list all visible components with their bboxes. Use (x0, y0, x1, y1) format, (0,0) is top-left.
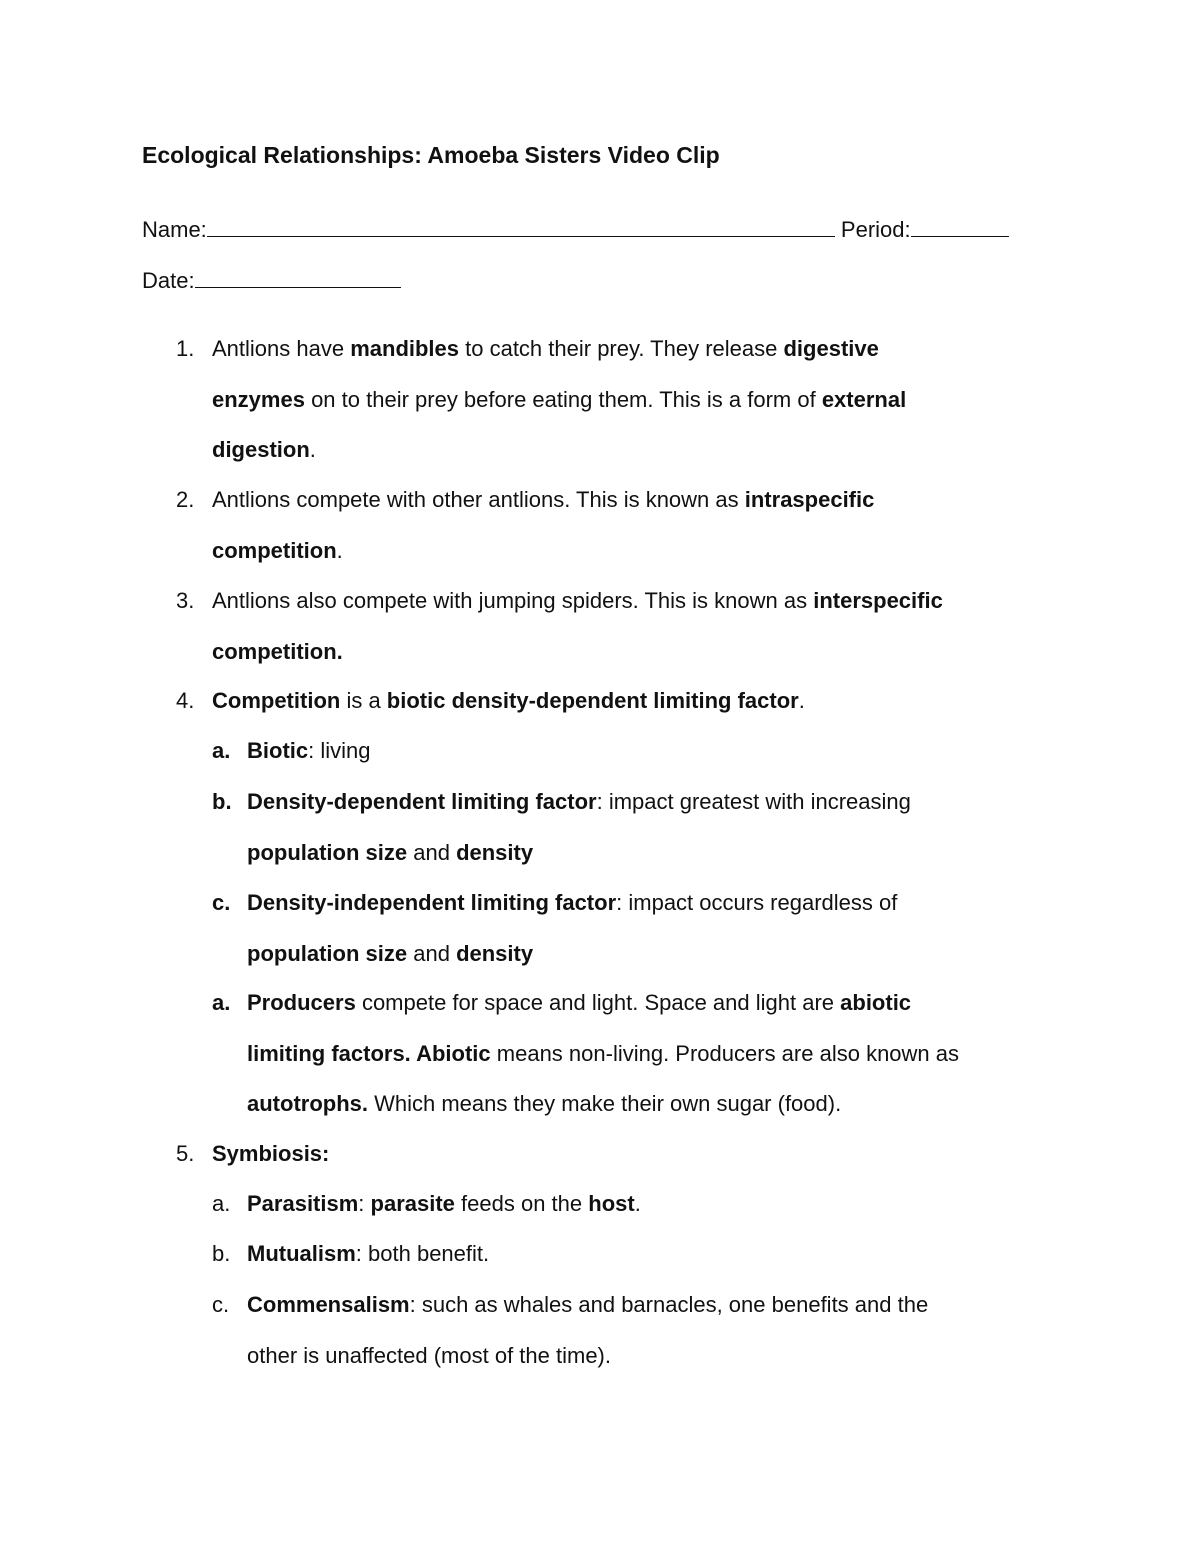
item-4c-line-1: Density-independent limiting factor: impact occurs regardless of (247, 890, 898, 915)
item-4-marker: 4. (176, 688, 195, 713)
item-4c-marker: c. (212, 890, 231, 915)
page-title: Ecological Relationships: Amoeba Sisters Video Clip (142, 142, 720, 168)
item-5a-text (247, 1179, 641, 1230)
item-4b-line-2: population size and density (247, 839, 534, 865)
item-5c-line-2: other is unaffected (most of the time). (247, 1342, 611, 1368)
item-1-marker: 1. (176, 336, 195, 361)
name-label: Name: (142, 217, 207, 242)
item-2-line-2: competition. (212, 537, 343, 563)
item-5-marker: 5. (176, 1141, 195, 1166)
item-4a2-line-2: limiting factors. Abiotic means non-living. Producers are also known as (247, 1040, 960, 1066)
date-label: Date: (142, 268, 195, 293)
item-5c-text (247, 1280, 928, 1381)
item-4a-line-1: Biotic: living (247, 738, 371, 763)
item-4a-text (247, 726, 370, 777)
item-5b-text (247, 1229, 489, 1280)
item-4b-text (247, 777, 911, 878)
item-4c-text (247, 878, 897, 979)
item-4a2-line-3: autotrophs. Which means they make their own sugar (food). (247, 1091, 842, 1116)
item-4a-marker: a. (212, 738, 231, 763)
item-1-text (212, 324, 906, 476)
item-4a2-text (247, 978, 959, 1130)
item-5a-marker: a. (212, 1191, 231, 1216)
period-blank[interactable] (911, 216, 1009, 237)
item-4-text (212, 676, 805, 727)
item-3-line-1: Antlions also compete with jumping spiders. This is known as interspecific (212, 588, 943, 613)
item-5a-line-1: Parasitism: parasite feeds on the host. (247, 1191, 641, 1216)
item-4b-marker: b. (212, 789, 232, 814)
name-blank[interactable] (207, 216, 835, 237)
item-1-line-2: enzymes on to their prey before eating them. This is a form of external (212, 386, 907, 412)
item-5-text (212, 1129, 329, 1180)
name-period-row (142, 216, 1009, 243)
date-blank[interactable] (195, 267, 401, 288)
item-3-text (212, 576, 943, 677)
item-5b-line-1: Mutualism: both benefit. (247, 1241, 490, 1266)
item-1-line-1: Antlions have mandibles to catch their prey. They release digestive (212, 336, 879, 361)
item-3-marker: 3. (176, 588, 195, 613)
item-5c-line-1: Commensalism: such as whales and barnacles, one benefits and the (247, 1292, 929, 1317)
item-2-marker: 2. (176, 487, 195, 512)
item-4b-line-1: Density-dependent limiting factor: impact greatest with increasing (247, 789, 911, 814)
item-2-line-1: Antlions compete with other antlions. This is known as intraspecific (212, 487, 875, 512)
item-4c-line-2: population size and density (247, 940, 534, 966)
item-3-line-2: competition. (212, 638, 343, 664)
item-2-text (212, 475, 874, 576)
item-5-line-1: Symbiosis: (212, 1141, 330, 1166)
item-1-line-3: digestion. (212, 437, 316, 462)
item-4a2-line-1: Producers compete for space and light. Space and light are abiotic (247, 990, 912, 1015)
item-4a2-marker: a. (212, 990, 231, 1015)
period-label: Period: (840, 217, 911, 242)
item-4-line-1: Competition is a biotic density-dependent limiting factor. (212, 688, 805, 713)
item-5b-marker: b. (212, 1241, 231, 1266)
date-row (142, 267, 401, 294)
item-5c-marker: c. (212, 1292, 230, 1317)
